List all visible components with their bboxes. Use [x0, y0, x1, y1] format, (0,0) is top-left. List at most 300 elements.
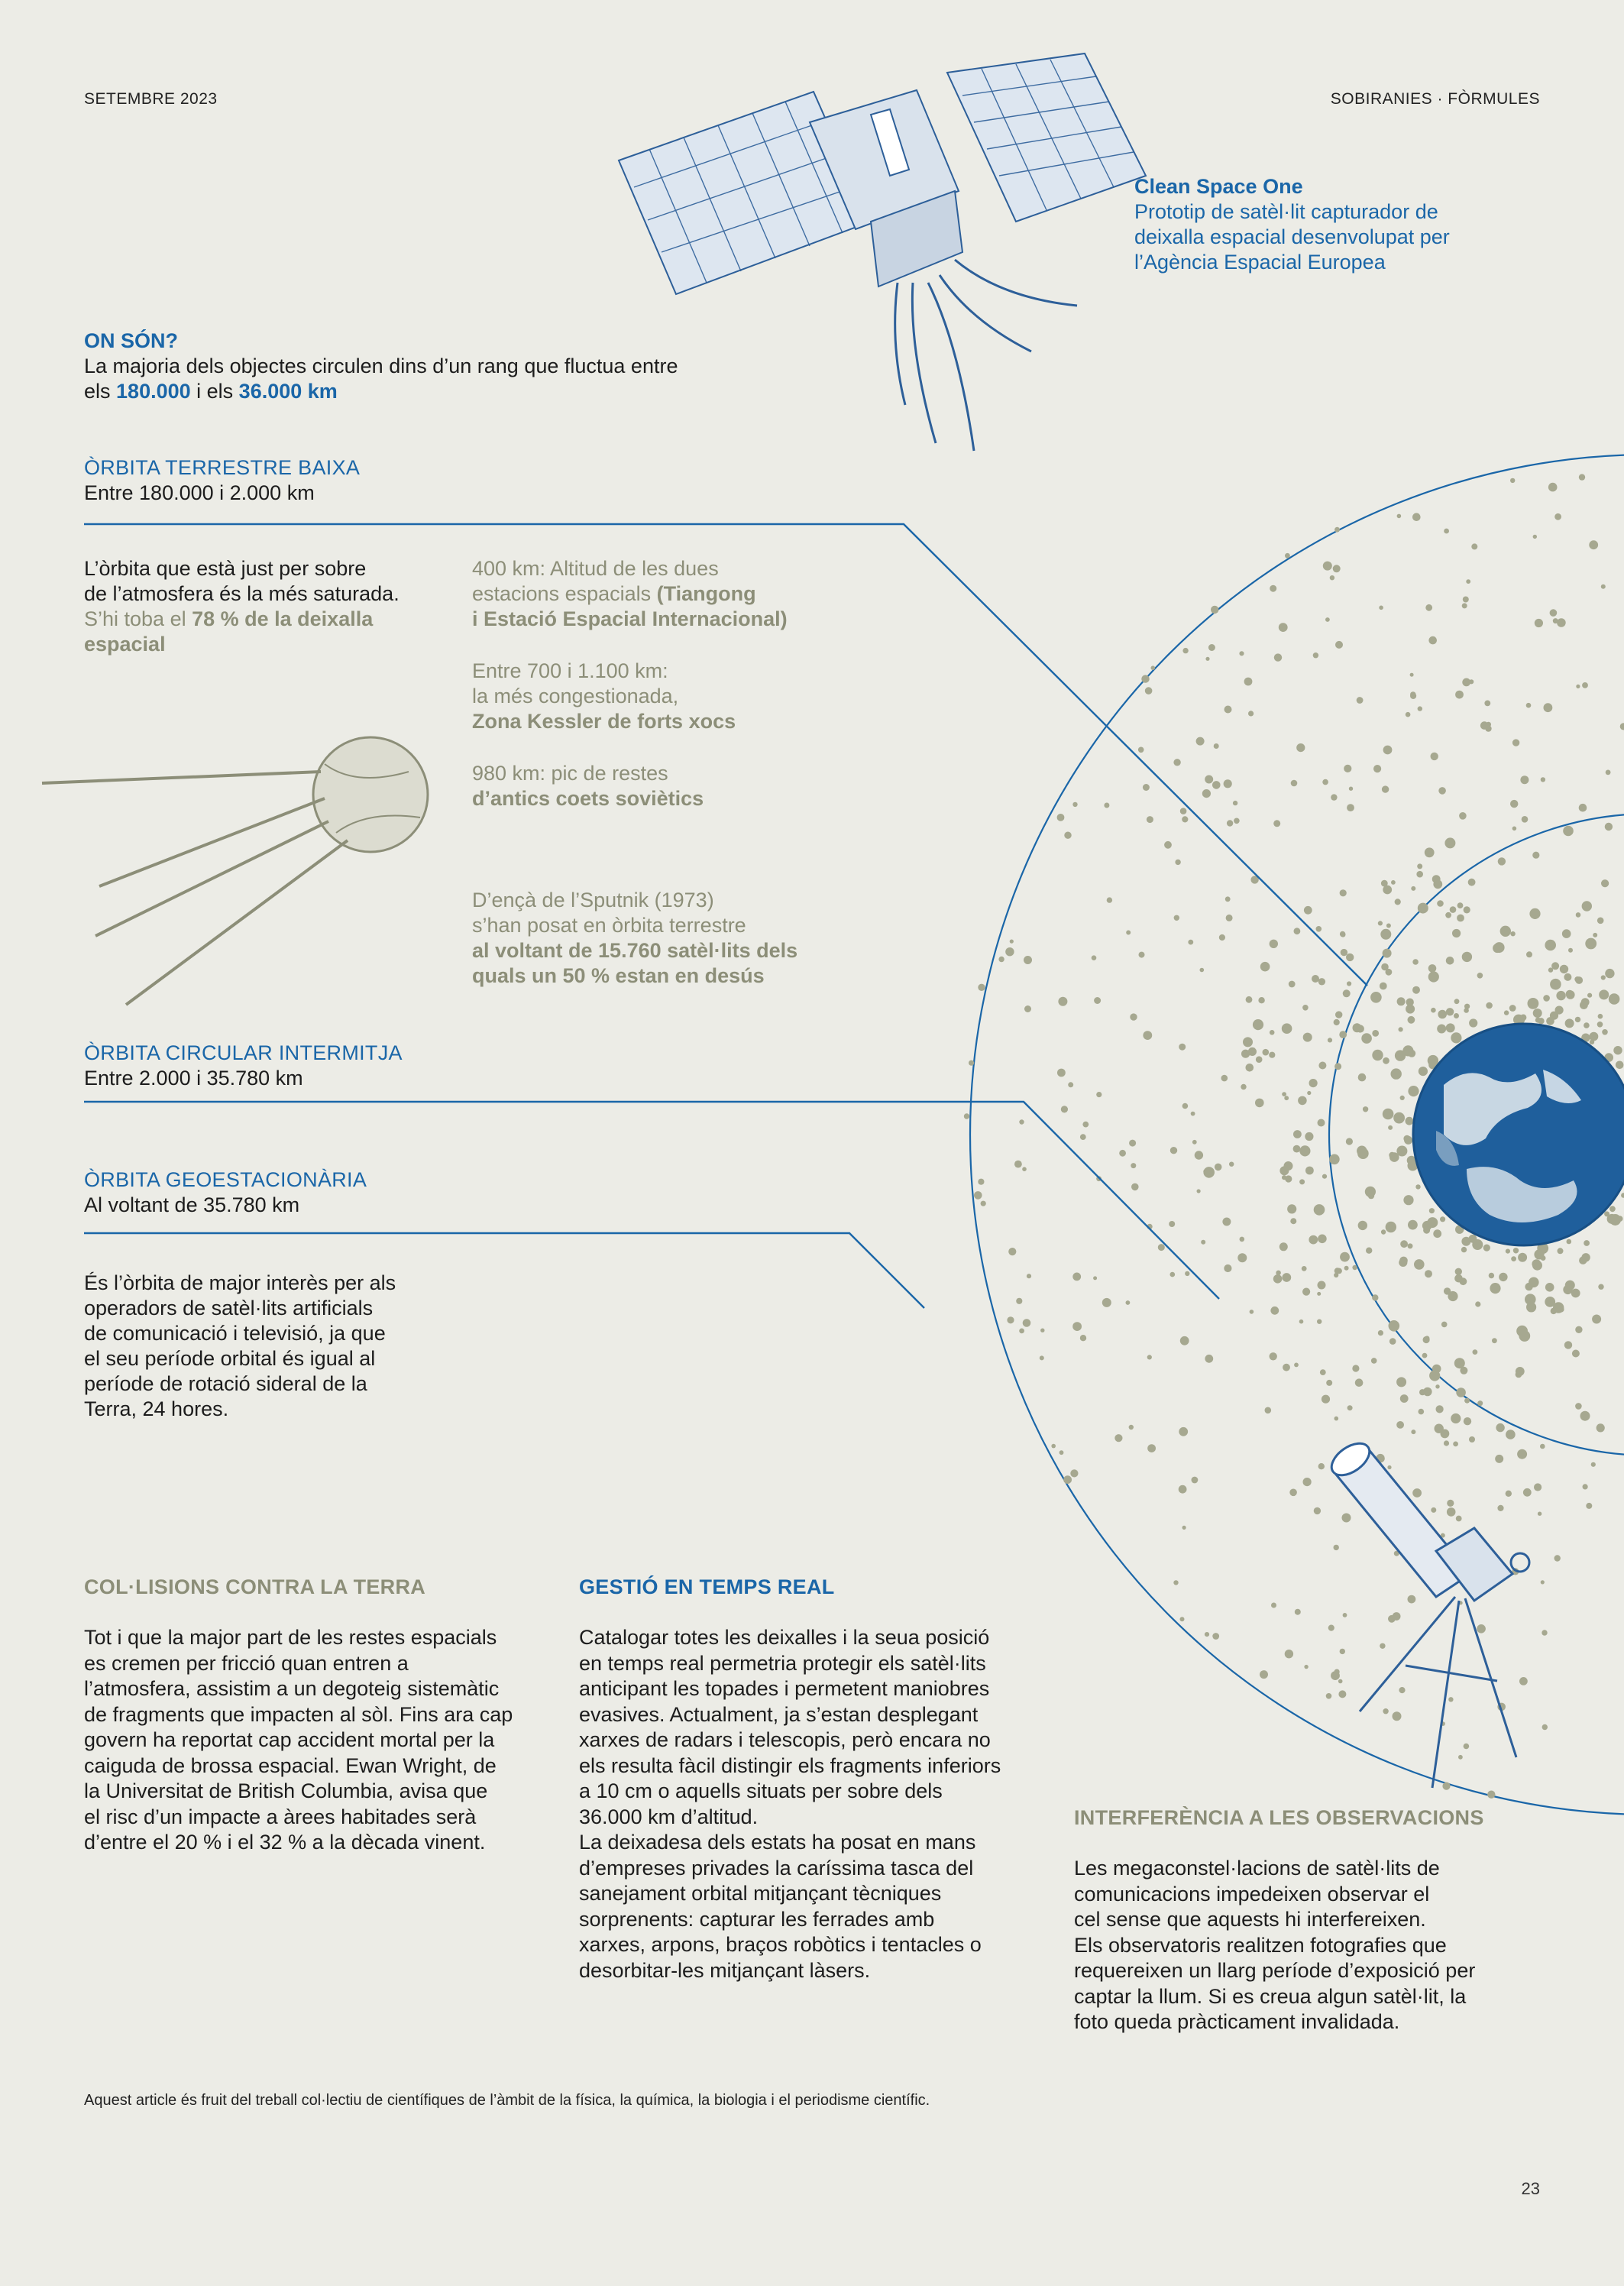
debris-dot: [1520, 775, 1529, 784]
debris-dot: [1575, 1017, 1580, 1022]
debris-dot: [1605, 823, 1613, 831]
debris-dot: [1440, 1216, 1445, 1222]
debris-dot: [1380, 929, 1391, 940]
debris-dot: [1260, 962, 1270, 972]
debris-dot: [1553, 618, 1558, 623]
debris-dot: [1584, 1240, 1590, 1246]
debris-dot: [1072, 1322, 1082, 1331]
debris-dot: [1383, 1708, 1388, 1714]
debris-dot: [1302, 1005, 1309, 1011]
debris-dot: [1299, 1179, 1305, 1184]
debris-dot: [1576, 685, 1580, 688]
debris-dot: [964, 1113, 969, 1119]
debris-dot: [1528, 998, 1539, 1009]
debris-dot: [1435, 1384, 1439, 1388]
debris-dot: [1601, 879, 1609, 887]
debris-dot: [1620, 723, 1624, 730]
debris-dot: [1567, 1239, 1572, 1245]
debris-dot: [1224, 779, 1232, 788]
geo-range: Al voltant de 35.780 km: [84, 1193, 300, 1216]
debris-dot: [1303, 1033, 1312, 1042]
debris-dot: [1510, 931, 1515, 936]
debris-dot: [1352, 1265, 1357, 1270]
debris-dot: [1546, 1017, 1554, 1025]
on-son-line1: La majoria dels objectes circulen dins d’un rang que fluctua entre: [84, 355, 678, 377]
debris-dot: [1200, 968, 1205, 973]
debris-dot: [1237, 1253, 1247, 1262]
debris-dot: [1205, 1632, 1209, 1637]
debris-dot: [1616, 1061, 1624, 1070]
debris-dot: [1182, 1103, 1189, 1109]
column-line: es cremen per fricció quan entren a: [84, 1651, 409, 1675]
debris-dot: [1477, 1400, 1483, 1406]
on-son-block: [84, 329, 678, 404]
debris-dot: [1282, 1023, 1292, 1034]
debris-dot: [1526, 703, 1532, 708]
debris-dot: [1179, 1044, 1186, 1051]
debris-dot: [1248, 711, 1254, 716]
debris-dot: [1051, 1444, 1056, 1449]
debris-dot: [1431, 753, 1438, 760]
fact-bold: Zona Kessler de forts xocs: [472, 710, 736, 733]
debris-dot: [1182, 816, 1188, 822]
debris-dot: [1022, 1167, 1027, 1171]
debris-dot: [1400, 1394, 1409, 1403]
debris-dot: [1410, 691, 1415, 697]
debris-dot: [1437, 1025, 1446, 1034]
debris-dot: [1386, 1222, 1396, 1232]
debris-dot: [1568, 948, 1573, 953]
debris-dot: [1296, 743, 1305, 752]
column-line: cel sense que aquests hi interfereixen.: [1074, 1908, 1426, 1931]
debris-dot: [1464, 906, 1470, 913]
column-line: desorbitar-les mitjançant làsers.: [579, 1958, 871, 1982]
debris-dot: [1309, 1079, 1318, 1087]
debris-dot: [1357, 697, 1364, 704]
debris-dot: [1447, 1507, 1456, 1517]
on-son-text: i els: [190, 380, 239, 403]
debris-dot: [1340, 1252, 1350, 1262]
debris-dot: [1495, 1455, 1503, 1463]
debris-dot: [1388, 1125, 1393, 1130]
debris-dot: [1352, 1365, 1359, 1371]
debris-dot: [1408, 1595, 1416, 1604]
debris-dot: [1383, 746, 1393, 755]
debris-dot: [1334, 1273, 1338, 1277]
debris-dot: [1010, 940, 1014, 944]
debris-dot: [981, 1201, 986, 1206]
debris-dot: [1469, 1018, 1477, 1027]
debris-dot: [1234, 818, 1240, 824]
debris-dot: [1598, 1284, 1603, 1290]
debris-dot: [1417, 863, 1422, 869]
debris-dot: [1212, 1633, 1219, 1640]
column-title: COL·LISIONS CONTRA LA TERRA: [84, 1575, 426, 1598]
satellite-caption-line: Prototip de satèl·lit capturador de: [1134, 200, 1438, 223]
debris-dot: [1080, 1335, 1086, 1341]
column-line: govern ha reportat cap accident mortal per la: [84, 1728, 495, 1751]
column-line: foto queda pràcticament invalidada.: [1074, 2010, 1400, 2033]
debris-dot: [1318, 1235, 1327, 1244]
debris-dot: [1557, 618, 1566, 627]
debris-dot: [1170, 1272, 1176, 1277]
debris-dot: [1526, 951, 1532, 957]
debris-dot: [1302, 1266, 1307, 1271]
satellite-caption: [1134, 174, 1450, 275]
debris-dot: [1432, 1365, 1441, 1374]
debris-dot: [1283, 1364, 1290, 1371]
debris-dot: [1541, 1580, 1545, 1584]
debris-dot: [1339, 1031, 1347, 1038]
debris-dot: [1182, 648, 1188, 653]
debris-dot: [1064, 832, 1071, 839]
geo-desc-line: el seu període orbital és igual al: [84, 1347, 376, 1370]
debris-dot: [1104, 803, 1109, 808]
debris-dot: [1005, 947, 1014, 956]
debris-dot: [1329, 1154, 1340, 1165]
debris-dot: [1425, 847, 1435, 857]
debris-dot: [1143, 1031, 1152, 1040]
debris-dot: [1424, 1223, 1432, 1231]
debris-dot: [1446, 1008, 1454, 1015]
debris-dot: [1147, 1444, 1156, 1452]
debris-dot: [1416, 871, 1423, 878]
debris-dot: [1182, 1526, 1186, 1530]
debris-dot: [1544, 703, 1553, 712]
debris-dot: [1500, 926, 1511, 937]
fact-3: [472, 761, 704, 811]
debris-dot: [1453, 1442, 1458, 1447]
debris-dot: [1499, 1273, 1507, 1281]
debris-dot: [1533, 1009, 1542, 1018]
debris-dot: [1179, 1427, 1188, 1436]
debris-dot: [1096, 1092, 1102, 1097]
debris-dot: [1399, 1257, 1408, 1265]
debris-dot: [1341, 949, 1347, 956]
on-son-value-2: 36.000 km: [238, 380, 338, 403]
debris-dot: [1361, 1033, 1372, 1044]
debris-dot: [1517, 1449, 1527, 1459]
debris-dot: [1593, 933, 1597, 937]
debris-dot: [1418, 903, 1428, 914]
debris-dot: [1601, 584, 1606, 589]
column-line: els resulta fàcil distingir els fragments inferiors: [579, 1753, 1001, 1777]
debris-dot: [1408, 1220, 1418, 1230]
debris-dot: [1450, 906, 1457, 913]
debris-dot: [1396, 1421, 1404, 1429]
debris-dot: [1564, 1341, 1572, 1349]
debris-dot: [1349, 787, 1353, 791]
debris-dot: [1457, 915, 1464, 922]
debris-dot: [1460, 1277, 1467, 1285]
column-line: caiguda de brossa espacial. Ewan Wright, de: [84, 1753, 497, 1777]
debris-dot: [1322, 1174, 1327, 1179]
debris-dot: [1282, 1273, 1291, 1282]
debris-dot: [1487, 1791, 1495, 1799]
debris-dot: [1273, 1274, 1283, 1284]
debris-dot: [1592, 1315, 1601, 1324]
debris-dot: [1341, 932, 1346, 937]
debris-dot: [1244, 678, 1253, 686]
debris-dot: [1408, 1016, 1415, 1024]
debris-dot: [1290, 1218, 1296, 1224]
debris-dot: [1582, 682, 1588, 688]
debris-dot: [1598, 1014, 1603, 1019]
leo-desc-line: de l’atmosfera és la més saturada.: [84, 582, 400, 605]
debris-dot: [1338, 1690, 1346, 1698]
debris-dot: [1334, 1417, 1339, 1421]
debris-dot: [1378, 1330, 1383, 1336]
debris-dot: [1604, 1211, 1609, 1216]
debris-dot: [1293, 1145, 1301, 1153]
debris-dot: [1575, 1403, 1582, 1410]
debris-dot: [1347, 1405, 1353, 1410]
satellite-title: Clean Space One: [1134, 175, 1303, 198]
debris-dot: [1383, 949, 1392, 958]
debris-dot: [1545, 940, 1556, 951]
debris-dot: [1492, 1338, 1497, 1343]
debris-dot: [1446, 957, 1454, 965]
debris-dot: [1343, 1613, 1347, 1617]
debris-dot: [1605, 969, 1614, 978]
debris-dot: [1617, 1216, 1623, 1222]
debris-dot: [1438, 787, 1446, 795]
debris-dot: [1551, 1308, 1557, 1314]
debris-dot: [1151, 665, 1156, 670]
debris-dot: [1563, 826, 1574, 837]
debris-dot: [1333, 565, 1341, 572]
debris-dot: [1404, 1136, 1412, 1145]
debris-dot: [1334, 1019, 1340, 1025]
debris-dot: [1548, 483, 1558, 492]
debris-dot: [1270, 585, 1276, 592]
debris-dot: [1389, 1320, 1400, 1332]
debris-dot: [1556, 991, 1565, 1000]
debris-dot: [1057, 814, 1065, 821]
debris-dot: [1456, 1387, 1466, 1397]
debris-dot: [1205, 775, 1213, 784]
debris-dot: [1169, 1221, 1175, 1227]
debris-dot: [1024, 1005, 1031, 1012]
debris-dot: [1147, 816, 1153, 823]
debris-dot: [1497, 1505, 1503, 1511]
debris-dot: [1322, 1395, 1330, 1404]
debris-dot: [978, 1179, 984, 1185]
debris-dot: [1457, 902, 1464, 908]
leo-desc-text: S’hi toba el: [84, 607, 192, 630]
debris-dot: [1396, 1377, 1406, 1387]
debris-dot: [1580, 1001, 1588, 1009]
debris-dot: [1473, 1349, 1478, 1355]
debris-dot: [1534, 1483, 1542, 1491]
debris-dot: [1462, 678, 1470, 687]
debris-dot: [1302, 1288, 1310, 1296]
debris-dot: [1203, 1170, 1207, 1174]
debris-dot: [1253, 1019, 1263, 1030]
debris-dot: [1425, 1270, 1432, 1277]
debris-dot: [1621, 1193, 1624, 1198]
debris-dot: [1586, 1503, 1592, 1509]
leo-range: Entre 180.000 i 2.000 km: [84, 481, 315, 504]
debris-dot: [1174, 915, 1179, 921]
debris-dot: [1317, 1319, 1322, 1324]
debris-dot: [1397, 997, 1406, 1005]
debris-dot: [1597, 1022, 1603, 1028]
debris-dot: [1019, 1329, 1024, 1334]
debris-dot: [1129, 1425, 1134, 1430]
debris-dot: [1455, 1268, 1462, 1275]
debris-dot: [1227, 820, 1233, 826]
debris-dot: [1510, 478, 1515, 483]
debris-dot: [1543, 995, 1550, 1002]
debris-dot: [1506, 1491, 1512, 1497]
debris-dot: [1143, 784, 1150, 791]
debris-dot: [1584, 1022, 1590, 1028]
debris-dot: [1509, 1005, 1516, 1012]
debris-dot: [1565, 1281, 1575, 1290]
geo-desc-line: de comunicació i televisió, ja que: [84, 1322, 386, 1345]
debris-dot: [1565, 1018, 1574, 1028]
debris-dot: [1335, 1011, 1342, 1018]
debris-dot: [1513, 1248, 1519, 1253]
debris-dot: [1365, 1187, 1376, 1197]
column-line: sorprenents: capturar les ferrades amb: [579, 1907, 935, 1931]
debris-dot: [1180, 1336, 1189, 1345]
debris-dot: [1393, 1711, 1402, 1721]
footer-note: Aquest article és fruit del treball col·lectiu de científiques de l’àmbit de la física, la química, la biologia i el periodisme científic.: [84, 2092, 930, 2109]
leo-desc-line: espacial: [84, 633, 166, 656]
debris-dot: [1433, 1229, 1441, 1238]
debris-dot: [1347, 804, 1354, 811]
debris-dot: [1226, 915, 1233, 921]
column-line: d’entre el 20 % i el 32 % a la dècada vinent.: [84, 1831, 486, 1854]
debris-dot: [1158, 1244, 1165, 1251]
column-title: GESTIÓ EN TEMPS REAL: [579, 1575, 835, 1598]
debris-dot: [1464, 1417, 1471, 1425]
debris-dot: [1070, 1469, 1078, 1477]
debris-dot: [1164, 841, 1172, 849]
debris-dot: [974, 1191, 982, 1200]
debris-dot: [1454, 1358, 1465, 1368]
debris-dot: [1318, 1281, 1326, 1290]
debris-dot: [1019, 1119, 1024, 1124]
debris-dot: [1239, 651, 1244, 656]
debris-dot: [1609, 1206, 1616, 1212]
debris-dot: [1402, 1045, 1413, 1056]
debris-dot: [1331, 794, 1337, 800]
debris-dot: [1023, 1319, 1031, 1327]
debris-dot: [1320, 1369, 1326, 1375]
debris-dot: [1462, 952, 1472, 962]
debris-dot: [1395, 899, 1401, 905]
debris-dot: [1372, 1050, 1383, 1060]
debris-dot: [1024, 956, 1032, 964]
column-line: xarxes de radars i telescopis, però encara no: [579, 1728, 991, 1751]
debris-dot: [1389, 1338, 1396, 1345]
debris-dot: [1454, 1013, 1459, 1018]
debris-dot: [1274, 653, 1282, 661]
debris-dot: [1542, 1724, 1548, 1730]
debris-dot: [1139, 952, 1145, 958]
debris-dot: [1459, 812, 1467, 820]
fact-bold: i Estació Espacial Internacional): [472, 607, 788, 630]
debris-dot: [1330, 575, 1334, 580]
debris-dot: [1516, 1367, 1525, 1376]
debris-dot: [1485, 725, 1491, 731]
debris-dot: [1601, 975, 1606, 979]
debris-dot: [1318, 1062, 1326, 1070]
debris-dot: [1312, 975, 1319, 983]
debris-dot: [1258, 997, 1264, 1003]
column-line: el risc d’un impacte a àrees habitades serà: [84, 1805, 477, 1828]
debris-dot: [1270, 1030, 1275, 1035]
debris-dot: [1314, 1204, 1325, 1216]
debris-dot: [1445, 912, 1451, 918]
debris-dot: [1270, 1307, 1279, 1315]
debris-dot: [1336, 1268, 1342, 1274]
debris-dot: [1335, 641, 1343, 649]
debris-dot: [1344, 765, 1351, 772]
debris-dot: [1380, 983, 1387, 990]
debris-dot: [1391, 880, 1396, 885]
debris-dot: [1550, 609, 1558, 617]
debris-dot: [1255, 1099, 1264, 1108]
debris-dot: [1534, 1249, 1544, 1259]
debris-dot: [1372, 1294, 1378, 1300]
debris-dot: [1590, 1032, 1599, 1041]
geo-desc-line: Terra, 24 hores.: [84, 1397, 229, 1420]
debris-dot: [1552, 979, 1558, 985]
debris-dot: [1411, 1430, 1415, 1434]
debris-dot: [1346, 954, 1354, 961]
debris-dot: [1389, 1152, 1395, 1158]
meo-label: ÒRBITA CIRCULAR INTERMITJA: [84, 1041, 403, 1064]
debris-dot: [1016, 1298, 1022, 1304]
satellite-caption-line: l’Agència Espacial Europea: [1134, 251, 1386, 274]
debris-dot: [1564, 973, 1571, 981]
debris-dot: [1516, 1326, 1528, 1337]
fact-1: [472, 556, 788, 632]
debris-dot: [1412, 513, 1421, 521]
debris-dot: [1229, 1162, 1234, 1167]
debris-dot: [1304, 906, 1312, 915]
debris-dot: [1323, 562, 1332, 571]
debris-dot: [1471, 543, 1477, 549]
debris-dot: [969, 1060, 974, 1066]
leo-description: [84, 556, 400, 657]
debris-dot: [1490, 1283, 1500, 1294]
debris-dot: [1541, 777, 1545, 782]
debris-dot: [1102, 1298, 1111, 1307]
debris-dot: [1423, 1387, 1432, 1397]
debris-dot: [1265, 1407, 1272, 1414]
debris-dot: [1464, 1744, 1470, 1750]
debris-dot: [1080, 1134, 1086, 1140]
debris-dot: [1466, 579, 1470, 584]
debris-dot: [1170, 1147, 1177, 1154]
debris-dot: [1554, 1555, 1561, 1561]
leo-desc-line: [84, 607, 400, 632]
debris-dot: [1393, 1612, 1401, 1621]
debris-dot: [1580, 1411, 1590, 1421]
debris-dot: [1518, 1253, 1527, 1262]
debris-dot: [1397, 1147, 1406, 1155]
debris-dot: [998, 957, 1004, 962]
debris-dot: [1566, 990, 1575, 999]
debris-dot: [1173, 1580, 1178, 1585]
debris-dot: [1366, 1248, 1372, 1254]
debris-dot: [1233, 801, 1237, 805]
